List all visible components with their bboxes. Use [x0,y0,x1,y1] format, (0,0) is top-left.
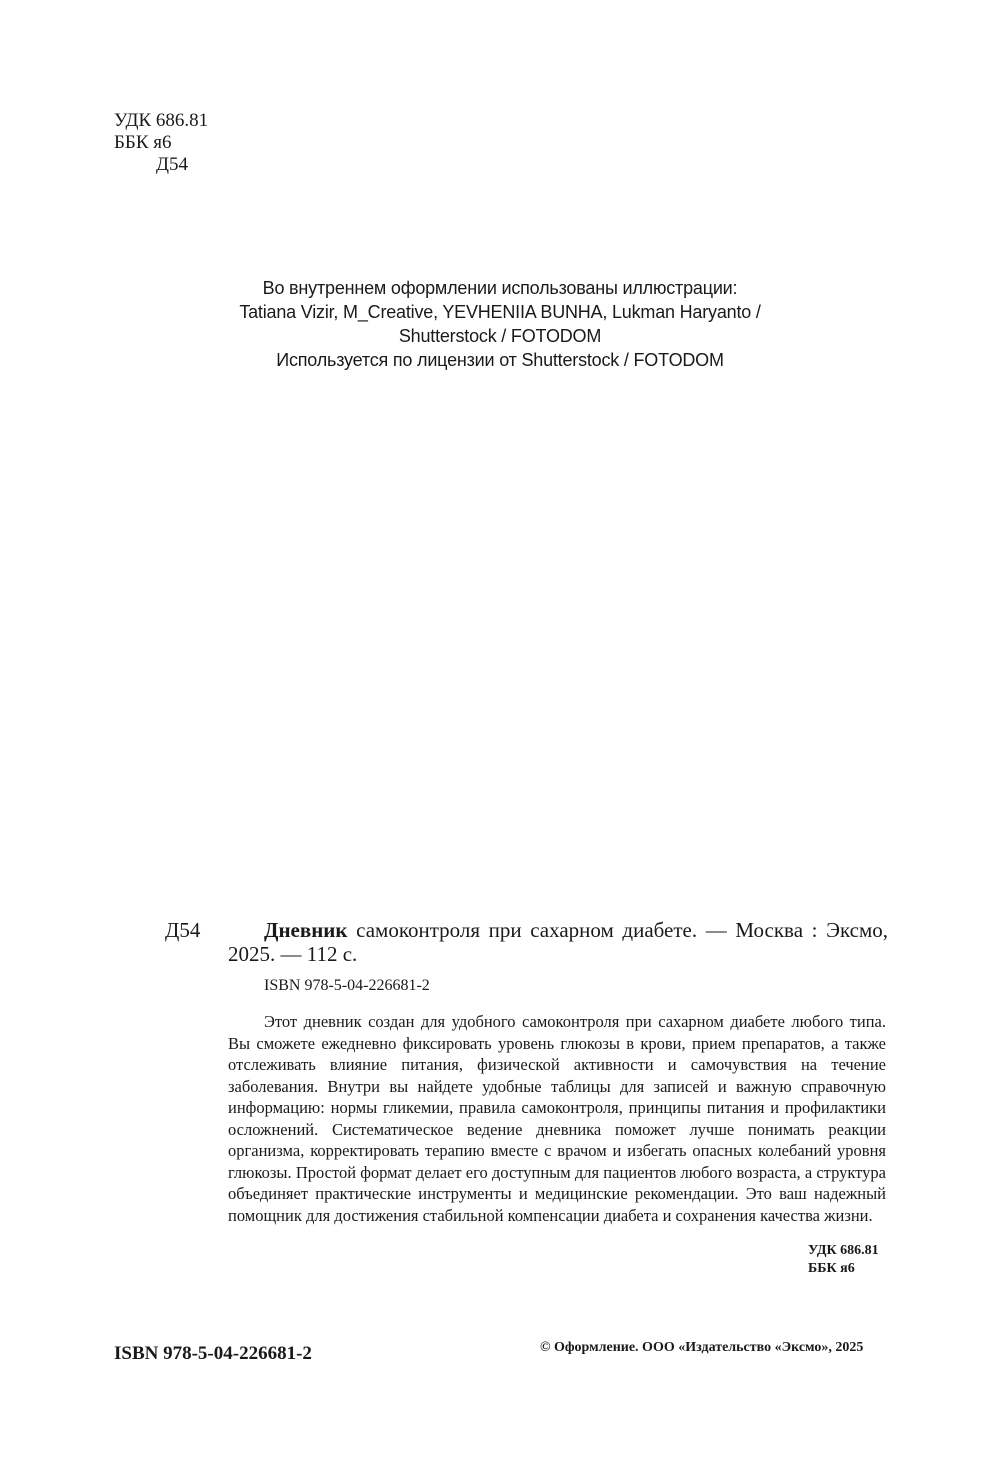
title-bold: Дневник [264,918,348,942]
entry-author-code: Д54 [165,918,201,942]
illustration-credits [150,276,850,372]
author-code: Д54 [156,154,188,175]
title-rest: самоконтроля при сахарном диабете. — Москва : Эксмо, 2025. — 112 с. [228,918,888,966]
credits-line-3: Shutterstock / FOTODOM [398,326,602,346]
credits-line-2: Tatiana Vizir, M_Creative, YEVHENIIA BUNHA, Lukman Haryanto / [239,302,761,322]
credits-line-1: Во внутреннем оформлении использованы иллюстрации: [262,278,738,298]
bibliographic-title [228,918,888,966]
entry-classification [808,1242,879,1278]
udk-code: УДК 686.81 [114,110,209,131]
footer-isbn: ISBN 978-5-04-226681-2 [114,1343,312,1364]
entry-udk: УДК 686.81 [808,1243,879,1258]
classification-codes [114,110,208,176]
copyright: © Оформление. ООО «Издательство «Эксмо», 2025 [540,1340,864,1355]
entry-bbk: ББК я6 [808,1261,855,1276]
entry-isbn: ISBN 978-5-04-226681-2 [264,977,430,994]
abstract: Этот дневник создан для удобного самоконтроля при сахарном диабете любого типа. Вы сможете ежедневно фиксировать уровень глюкозы в крови, прием препаратов, а также отслеживать влияние питания, физической активности и самочувствия на течение заболевания. Внутри вы найдете удобные таблицы для записей и важную справочную информацию: нормы гликемии, правила самоконтроля, принципы питания и профилактики осложнений. Систематическое ведение дневника поможет лучше понимать реакции организма, корректировать терапию вместе с врачом и избегать опасных колебаний уровня глюкозы. Простой формат делает его доступным для пациентов любого возраста, а структура объединяет практические инструменты и медицинские рекомендации. Это ваш надежный помощник для достижения стабильной компенсации диабета и сохранения качества жизни. [228,1012,886,1225]
credits-line-4: Используется по лицензии от Shutterstock / FOTODOM [276,350,724,370]
bbk-code: ББК я6 [114,132,172,153]
